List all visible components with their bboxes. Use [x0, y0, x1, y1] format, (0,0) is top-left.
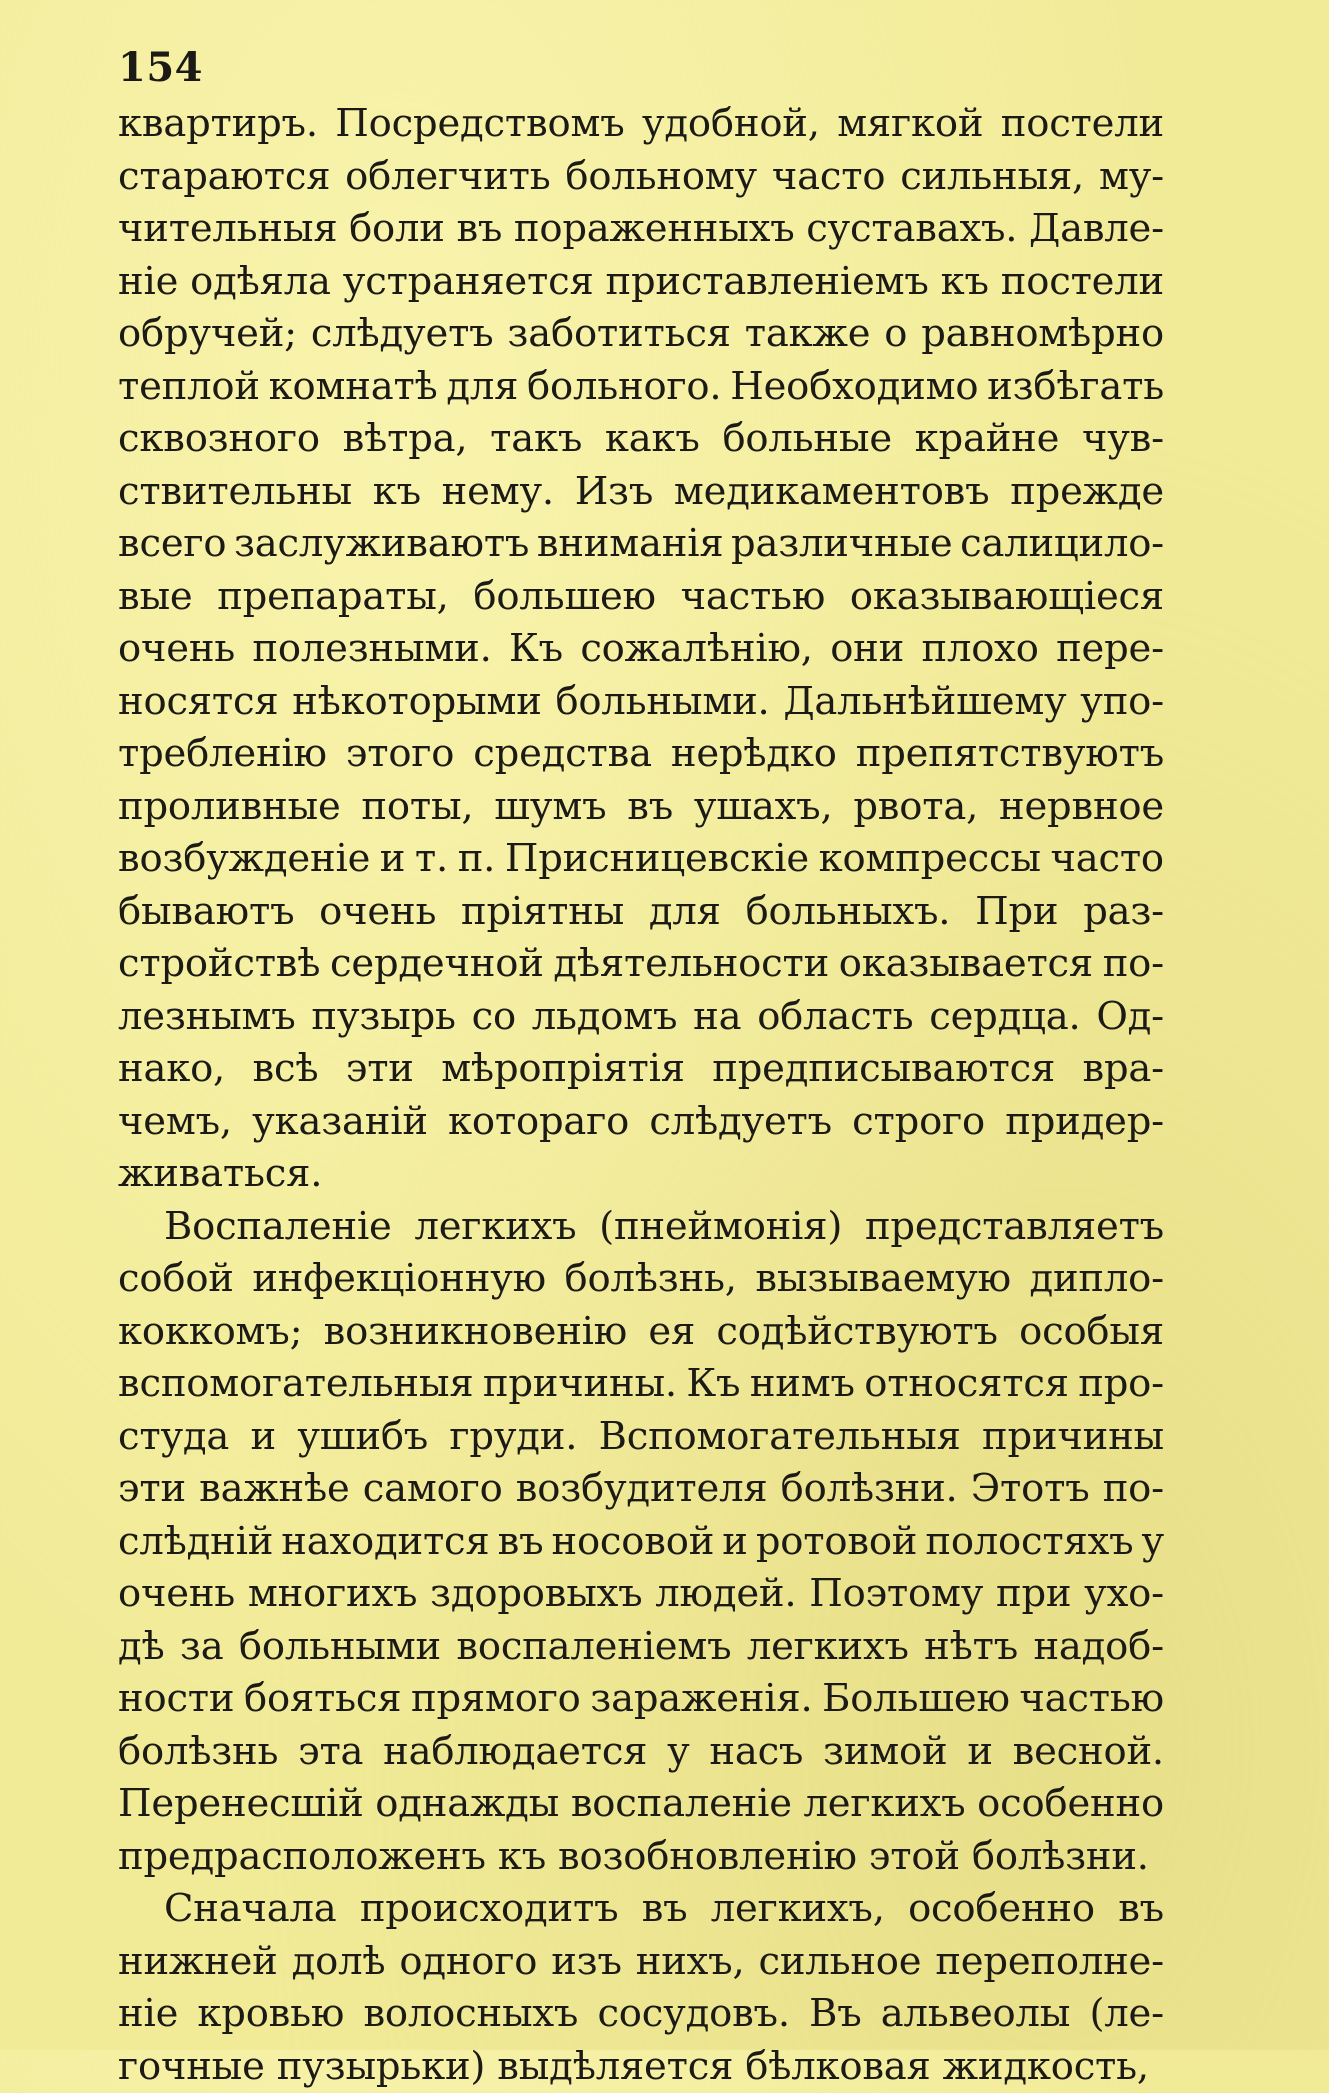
- text-line: сквозного вѣтра, такъ какъ больные крайне чув-: [118, 413, 1164, 466]
- text-line: коккомъ; возникновенію ея содѣйствуютъ особыя: [118, 1306, 1164, 1359]
- text-line: студа и ушибъ груди. Вспомогательныя причины: [118, 1411, 1164, 1464]
- text-line: чительныя боли въ пораженныхъ суставахъ. Давле-: [118, 203, 1164, 256]
- text-line: очень полезными. Къ сожалѣнію, они плохо пере-: [118, 623, 1164, 676]
- text-line: чемъ, указаній котораго слѣдуетъ строго придер-: [118, 1096, 1164, 1149]
- text-line: бываютъ очень пріятны для больныхъ. При раз-: [118, 886, 1164, 939]
- text-line: нако, всѣ эти мѣропріятія предписываются вра-: [118, 1043, 1164, 1096]
- text-line: нижней долѣ одного изъ нихъ, сильное переполне-: [118, 1936, 1164, 1989]
- text-line: вые препараты, большею частью оказывающіеся: [118, 571, 1164, 624]
- text-line: всего заслуживаютъ вниманія различные салицило-: [118, 518, 1164, 571]
- text-line: дѣ за больными воспаленіемъ легкихъ нѣтъ надоб-: [118, 1621, 1164, 1674]
- body-text: [118, 98, 1164, 2093]
- page-number: 154: [118, 40, 1164, 98]
- text-line: теплой комнатѣ для больного. Необходимо избѣгать: [118, 361, 1164, 414]
- text-line: очень многихъ здоровыхъ людей. Поэтому при ухо-: [118, 1568, 1164, 1621]
- paragraph: [118, 1201, 1164, 1884]
- text-line: возбужденіе и т. п. Присницевскіе компрессы часто: [118, 833, 1164, 886]
- text-line: стройствѣ сердечной дѣятельности оказывается по-: [118, 938, 1164, 991]
- text-line: проливные поты, шумъ въ ушахъ, рвота, нервное: [118, 781, 1164, 834]
- text-line: лезнымъ пузырь со льдомъ на область сердца. Од-: [118, 991, 1164, 1044]
- text-line: Перенесшій однажды воспаленіе легкихъ особенно: [118, 1778, 1164, 1831]
- text-line: Сначала происходитъ въ легкихъ, особенно въ: [118, 1883, 1164, 1936]
- text-line: гочные пузырьки) выдѣляется бѣлковая жидкость,: [118, 2041, 1164, 2093]
- text-line: ствительны къ нему. Изъ медикаментовъ прежде: [118, 466, 1164, 519]
- text-line: носятся нѣкоторыми больными. Дальнѣйшему упо-: [118, 676, 1164, 729]
- text-line: слѣдній находится въ носовой и ротовой полостяхъ у: [118, 1516, 1164, 1569]
- text-line: Воспаленіе легкихъ (пнеймонія) представляетъ: [118, 1201, 1164, 1254]
- text-line: вспомогательныя причины. Къ нимъ относятся про-: [118, 1358, 1164, 1411]
- text-line: живаться.: [118, 1148, 1164, 1201]
- text-line: обручей; слѣдуетъ заботиться также о равномѣрно: [118, 308, 1164, 361]
- text-line: эти важнѣе самого возбудителя болѣзни. Этотъ по-: [118, 1463, 1164, 1516]
- paragraph: [118, 1883, 1164, 2093]
- text-line: квартиръ. Посредствомъ удобной, мягкой постели: [118, 98, 1164, 151]
- text-line: требленію этого средства нерѣдко препятствуютъ: [118, 728, 1164, 781]
- text-line: предрасположенъ къ возобновленію этой болѣзни.: [118, 1831, 1164, 1884]
- text-line: собой инфекціонную болѣзнь, вызываемую дипло-: [118, 1253, 1164, 1306]
- text-line: болѣзнь эта наблюдается у насъ зимой и весной.: [118, 1726, 1164, 1779]
- text-line: ніе кровью волосныхъ сосудовъ. Въ альвеолы (ле-: [118, 1988, 1164, 2041]
- text-line: стараются облегчить больному часто сильныя, му-: [118, 151, 1164, 204]
- book-page: [118, 40, 1164, 2030]
- text-line: ніе одѣяла устраняется приставленіемъ къ постели: [118, 256, 1164, 309]
- paragraph: [118, 98, 1164, 1201]
- text-line: ности бояться прямого зараженія. Большею частью: [118, 1673, 1164, 1726]
